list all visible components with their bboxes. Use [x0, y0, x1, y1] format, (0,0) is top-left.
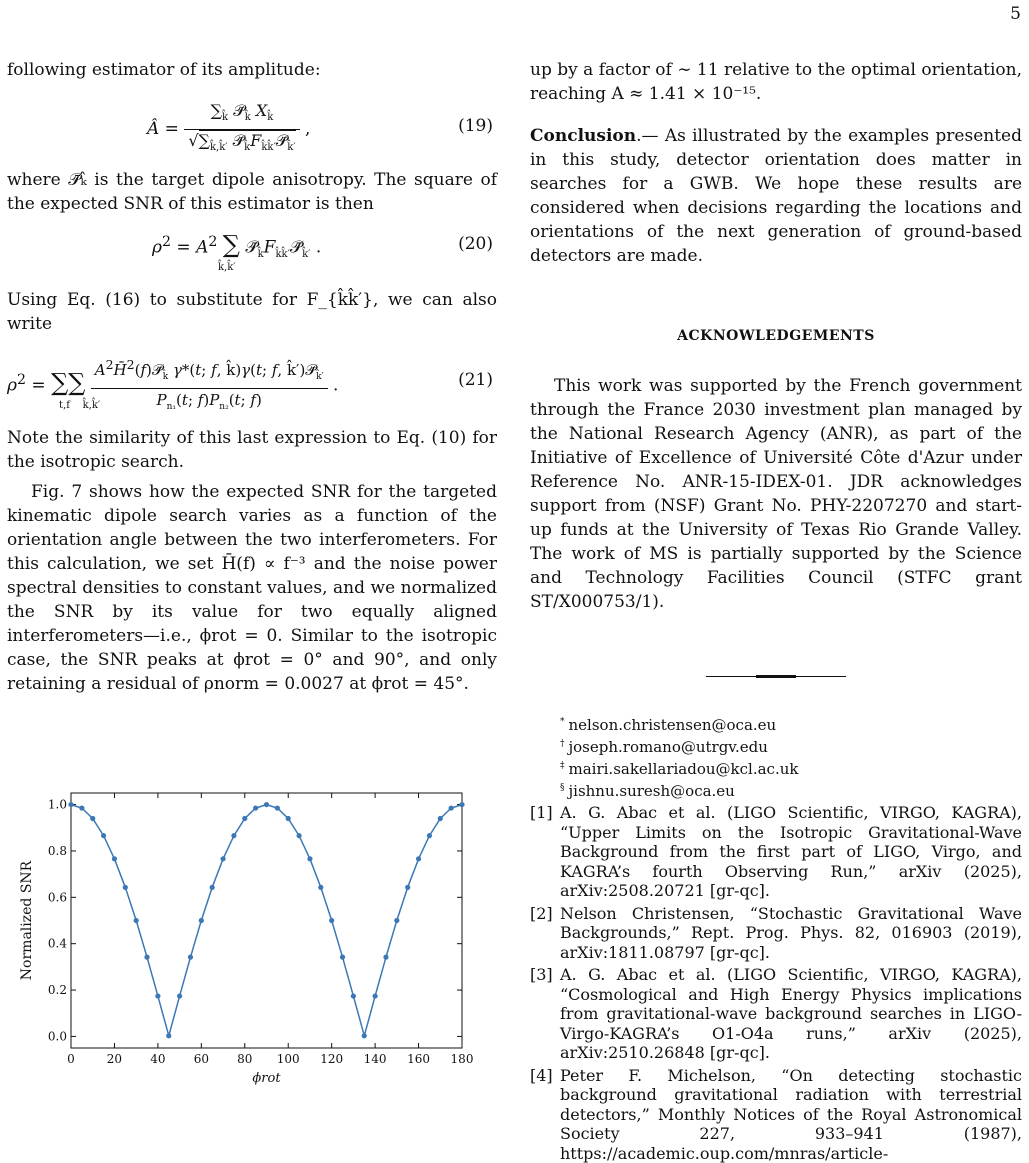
footnotes	[530, 713, 1022, 801]
continuation-paragraph: up by a factor of ∼ 11 relative to the optimal orientation, reaching A ≈ 1.41 × 10⁻¹⁵.	[530, 58, 1022, 106]
data-point	[351, 993, 356, 998]
x-tick-label: 100	[277, 1052, 300, 1066]
footnote: † joseph.romano@utrgv.edu	[560, 735, 1022, 757]
references	[530, 803, 1022, 1163]
data-point	[286, 816, 291, 821]
data-point	[210, 885, 215, 890]
data-point	[383, 955, 388, 960]
data-point	[112, 856, 117, 861]
equation-number: (20)	[458, 232, 493, 256]
acknowledgements-paragraph: This work was supported by the French government through the France 2030 investment plan managed by the National Research Agency (ANR), as part of the Initiative of Excellence of Université Côte d'Azur under Reference No. ANR-15-IDEX-01. JDR acknowledges support from (NSF) Grant No. PHY-2207270 and start-up funds at the University of Texas Rio Grande Valley. The work of MS is partially supported by the Science and Technology Facilities Council (STFC grant ST/X000753/1).	[530, 374, 1022, 614]
equation-number: (21)	[458, 368, 493, 392]
x-tick-label: 60	[194, 1052, 209, 1066]
footnote: * nelson.christensen@oca.eu	[560, 713, 1022, 735]
y-tick-label: 0.2	[48, 983, 67, 997]
data-point	[329, 918, 334, 923]
x-tick-label: 120	[320, 1052, 343, 1066]
x-tick-label: 140	[364, 1052, 387, 1066]
data-point	[242, 816, 247, 821]
data-point	[177, 993, 182, 998]
data-point	[90, 816, 95, 821]
y-tick-label: 1.0	[48, 798, 67, 812]
data-point	[144, 955, 149, 960]
y-tick-label: 0.4	[48, 937, 67, 951]
plot-frame	[71, 793, 462, 1048]
right-column	[530, 58, 1022, 1163]
data-point	[68, 802, 73, 807]
data-point	[438, 816, 443, 821]
data-point	[340, 955, 345, 960]
data-point	[394, 918, 399, 923]
snr-chart	[7, 783, 487, 1088]
data-point	[275, 805, 280, 810]
data-point	[405, 885, 410, 890]
data-point	[307, 856, 312, 861]
reference-item: [4] Peter F. Michelson, “On detecting stochastic background gravitational radiation with terrestrial detectors,” Monthly Notices of the Royal Astronomical Society 227, 933–941 (1987), https://academic.oup.com/mnras/article-	[530, 1066, 1022, 1163]
y-tick-label: 0.6	[48, 890, 67, 904]
conclusion-text: .— As illustrated by the examples presented in this study, detector orientation does matter in searches for a GWB. We hope these results are considered when decisions regarding the locations and orientations of the next generation of ground-based detectors are made.	[530, 126, 1022, 266]
data-point	[253, 805, 258, 810]
data-point	[134, 918, 139, 923]
x-axis-label: ϕrot	[252, 1071, 281, 1086]
conclusion-label: Conclusion	[530, 126, 636, 146]
data-point	[362, 1033, 367, 1038]
equation-19: Â = $\frac{\sum_{k̂} 𝒫̄_{k̂} X_{k̂}}{√\sum_{k̂,k̂'} 𝒫̄_{k̂}F_{k̂k̂'}𝒫̄_{k̂'}}$ , (19)	[7, 92, 497, 164]
data-point	[264, 802, 269, 807]
snr-series-line	[71, 805, 462, 1036]
x-tick-label: 180	[451, 1052, 474, 1066]
reference-item: [3] A. G. Abac et al. (LIGO Scientific, VIRGO, KAGRA), “Cosmological and High Energy Physics implications from gravitational-wave background searches in LIGO-Virgo-KAGRA’s O1-O4a runs,” arXiv (2025), arXiv:2510.26848 [gr-qc].	[530, 965, 1022, 1063]
page-number: 5	[1010, 2, 1021, 26]
data-point	[449, 805, 454, 810]
data-point	[416, 856, 421, 861]
x-tick-label: 40	[150, 1052, 165, 1066]
y-tick-label: 0.8	[48, 844, 67, 858]
intro-paragraph: following estimator of its amplitude:	[7, 58, 497, 82]
data-point	[373, 993, 378, 998]
data-point	[296, 833, 301, 838]
data-point	[459, 802, 464, 807]
equation-20: $\rho^2 = A^2$ ∑ $𝒫̄_{k̂}F_{k̂k̂'}𝒫̄_{k̂'}$ . k̂,k̂′ (20)	[7, 226, 497, 282]
data-point	[220, 856, 225, 861]
using-paragraph: Using Eq. (16) to substitute for F_{k̂k̂′}, we can also write	[7, 288, 497, 336]
footnote: ‡ mairi.sakellariadou@kcl.ac.uk	[560, 757, 1022, 779]
x-tick-label: 20	[107, 1052, 122, 1066]
where-paragraph: where 𝒫̄ₖ̂ is the target dipole anisotropy. The square of the expected SNR of this estimator is then	[7, 168, 497, 216]
equation-number: (19)	[458, 114, 493, 138]
data-point	[231, 833, 236, 838]
equation-21: $\rho^2$ = ∑∑ $\frac{A^2H̄^2(f)𝒫̄_{k̂} \gamma*(t; f, k̂)\gamma(t; f, k̂')𝒫̄_{k̂'}}{P_{n_1}(t; f)P_{n_2}(t; f)}$ . t,f k̂,k̂′ (21)	[7, 348, 497, 422]
footnote: § jishnu.suresh@oca.eu	[560, 779, 1022, 801]
x-tick-label: 0	[67, 1052, 75, 1066]
note-paragraph: Note the similarity of this last expression to Eq. (10) for the isotropic search.	[7, 426, 497, 474]
y-axis-label: Normalized SNR	[19, 860, 35, 980]
acknowledgements-heading: ACKNOWLEDGEMENTS	[530, 324, 1022, 348]
data-point	[166, 1033, 171, 1038]
reference-item: [1] A. G. Abac et al. (LIGO Scientific, VIRGO, KAGRA), “Upper Limits on the Isotropic Gravitational-Wave Background from the first part of LIGO, Virgo, and KAGRA’s fourth Observing Run,” arXiv (2025), arXiv:2508.20721 [gr-qc].	[530, 803, 1022, 901]
data-point	[101, 833, 106, 838]
x-tick-label: 80	[237, 1052, 252, 1066]
conclusion-paragraph	[530, 124, 1022, 268]
data-point	[123, 885, 128, 890]
data-point	[155, 993, 160, 998]
data-point	[79, 805, 84, 810]
left-column	[7, 58, 497, 696]
data-point	[318, 885, 323, 890]
reference-item: [2] Nelson Christensen, “Stochastic Gravitational Wave Backgrounds,” Rept. Prog. Phys. 82, 016903 (2019), arXiv:1811.08797 [gr-qc].	[530, 904, 1022, 963]
data-point	[188, 955, 193, 960]
data-point	[199, 918, 204, 923]
x-tick-label: 160	[407, 1052, 430, 1066]
y-tick-label: 0.0	[48, 1029, 67, 1043]
figure-description-paragraph: Fig. 7 shows how the expected SNR for the targeted kinematic dipole search varies as a function of the orientation angle between the two interferometers. For this calculation, we set H̄(f) ∝ f⁻³ and the noise power spectral densities to constant values, and we normalized the SNR by its value for two equally aligned interferometers—i.e., ϕrot = 0. Similar to the isotropic case, the SNR peaks at ϕrot = 0° and 90°, and only retaining a residual of ρnorm = 0.0027 at ϕrot = 45°.	[7, 480, 497, 696]
data-point	[427, 833, 432, 838]
section-divider	[706, 676, 846, 677]
